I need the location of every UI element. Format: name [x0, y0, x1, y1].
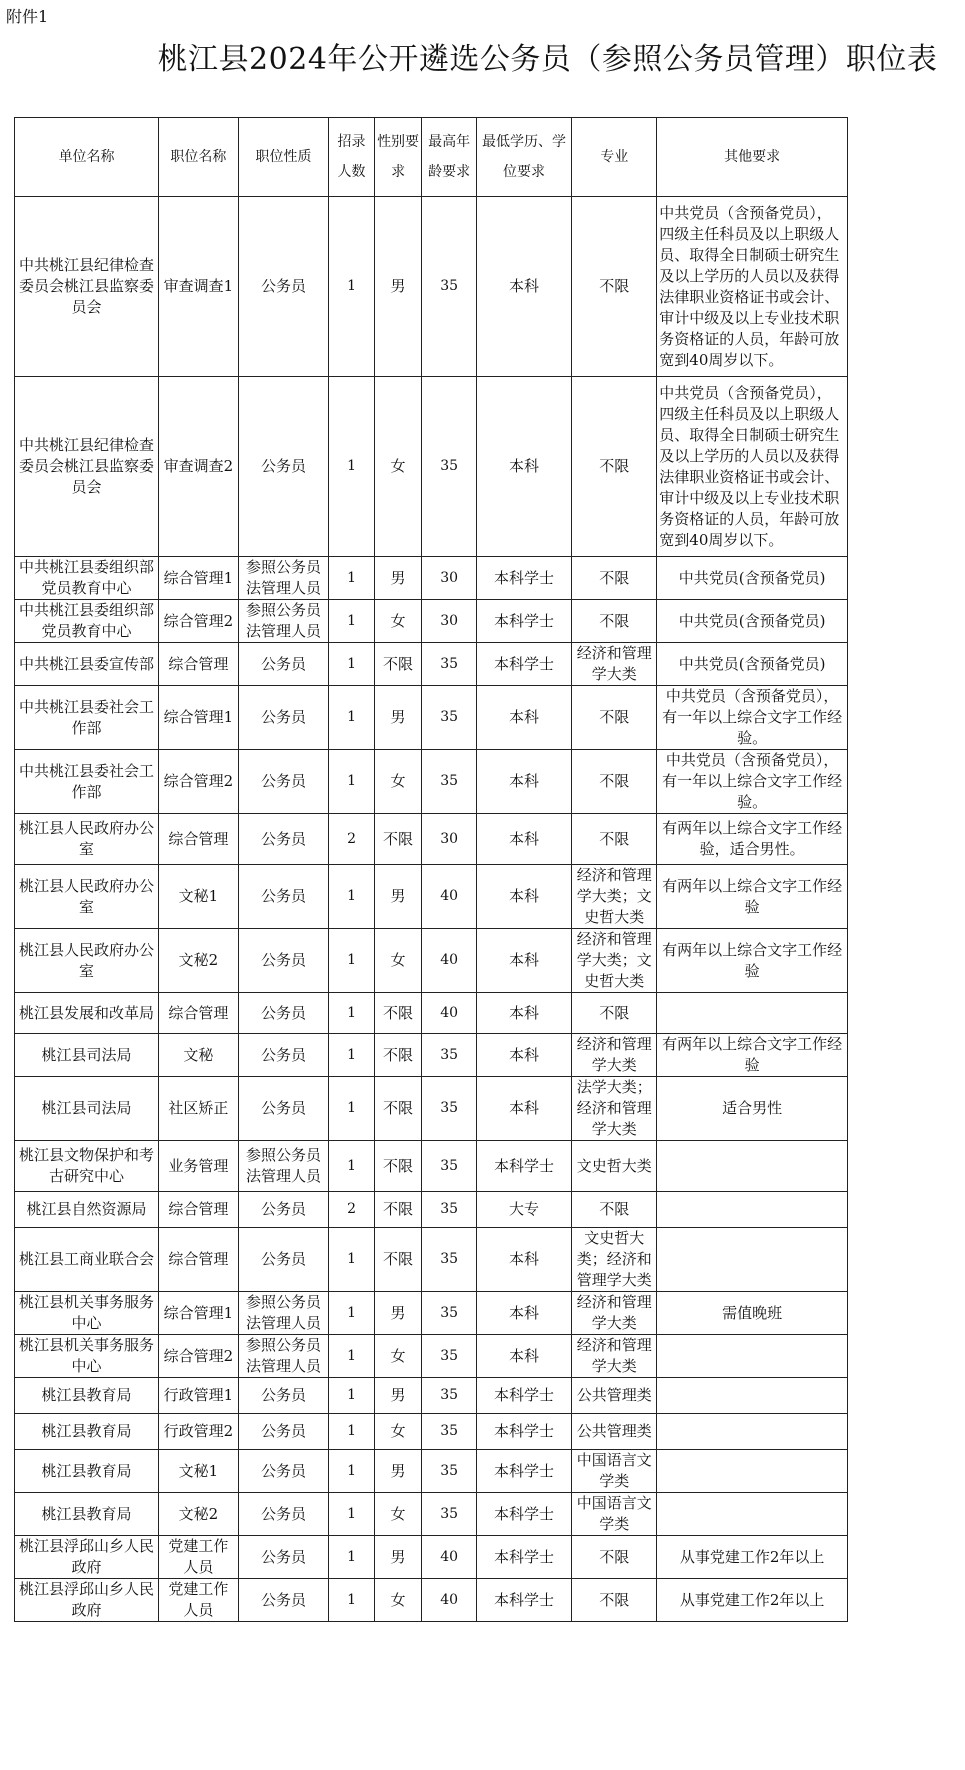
- table-row: [15, 1378, 848, 1414]
- cell-age: 35: [422, 1034, 476, 1077]
- cell-nature: 公务员: [238, 750, 329, 814]
- cell-count: 2: [329, 1192, 374, 1228]
- table-row: [15, 1192, 848, 1228]
- cell-position: 综合管理: [159, 1228, 238, 1292]
- cell-edu: 本科学士: [476, 1141, 571, 1192]
- cell-gender: 男: [374, 1292, 422, 1335]
- table-row: [15, 1077, 848, 1141]
- positions-table: [14, 117, 848, 1622]
- cell-other: 从事党建工作2年以上: [657, 1536, 848, 1579]
- cell-major: 中国语言文学类: [572, 1450, 657, 1493]
- cell-edu: 本科: [476, 865, 571, 929]
- cell-age: 35: [422, 1192, 476, 1228]
- cell-edu: 本科学士: [476, 1378, 571, 1414]
- header-count: 招录人数: [329, 118, 374, 197]
- header-nature: 职位性质: [238, 118, 329, 197]
- cell-edu: 本科: [476, 377, 571, 557]
- table-row: [15, 1579, 848, 1622]
- cell-age: 30: [422, 814, 476, 865]
- cell-other: 中共党员(含预备党员): [657, 643, 848, 686]
- cell-other: [657, 1450, 848, 1493]
- cell-nature: 公务员: [238, 686, 329, 750]
- cell-other: 适合男性: [657, 1077, 848, 1141]
- cell-nature: 公务员: [238, 929, 329, 993]
- cell-unit: 桃江县教育局: [15, 1450, 159, 1493]
- cell-position: 综合管理: [159, 643, 238, 686]
- cell-other: 有两年以上综合文字工作经验，适合男性。: [657, 814, 848, 865]
- cell-nature: 公务员: [238, 197, 329, 377]
- cell-major: 经济和管理学大类；文史哲大类: [572, 929, 657, 993]
- cell-other: 中共党员（含预备党员），有一年以上综合文字工作经验。: [657, 750, 848, 814]
- cell-count: 1: [329, 1378, 374, 1414]
- cell-count: 1: [329, 1228, 374, 1292]
- cell-position: 行政管理2: [159, 1414, 238, 1450]
- cell-gender: 男: [374, 1536, 422, 1579]
- cell-major: 文史哲大类；经济和管理学大类: [572, 1228, 657, 1292]
- table-row: [15, 1141, 848, 1192]
- cell-edu: 本科学士: [476, 600, 571, 643]
- cell-gender: 男: [374, 1378, 422, 1414]
- cell-other: [657, 1335, 848, 1378]
- cell-nature: 公务员: [238, 865, 329, 929]
- cell-count: 1: [329, 1493, 374, 1536]
- cell-position: 文秘2: [159, 1493, 238, 1536]
- cell-age: 35: [422, 750, 476, 814]
- cell-major: 不限: [572, 814, 657, 865]
- cell-edu: 本科: [476, 1292, 571, 1335]
- cell-unit: 桃江县浮邱山乡人民政府: [15, 1579, 159, 1622]
- cell-count: 1: [329, 1536, 374, 1579]
- cell-major: 不限: [572, 1192, 657, 1228]
- cell-age: 35: [422, 643, 476, 686]
- cell-other: [657, 993, 848, 1034]
- table-row: [15, 686, 848, 750]
- cell-age: 35: [422, 377, 476, 557]
- header-age: 最高年龄要求: [422, 118, 476, 197]
- cell-count: 1: [329, 1414, 374, 1450]
- cell-edu: 本科学士: [476, 1450, 571, 1493]
- cell-edu: 本科学士: [476, 1536, 571, 1579]
- table-row: [15, 643, 848, 686]
- cell-age: 35: [422, 1414, 476, 1450]
- cell-position: 党建工作人员: [159, 1579, 238, 1622]
- cell-edu: 本科: [476, 1335, 571, 1378]
- cell-unit: 桃江县机关事务服务中心: [15, 1335, 159, 1378]
- cell-unit: 桃江县机关事务服务中心: [15, 1292, 159, 1335]
- cell-edu: 本科: [476, 686, 571, 750]
- cell-position: 综合管理1: [159, 1292, 238, 1335]
- cell-gender: 女: [374, 1414, 422, 1450]
- header-major: 专业: [572, 118, 657, 197]
- cell-nature: 公务员: [238, 643, 329, 686]
- table-row: [15, 1228, 848, 1292]
- cell-edu: 大专: [476, 1192, 571, 1228]
- table-row: [15, 750, 848, 814]
- cell-nature: 公务员: [238, 377, 329, 557]
- cell-edu: 本科: [476, 197, 571, 377]
- cell-gender: 女: [374, 377, 422, 557]
- cell-nature: 公务员: [238, 1192, 329, 1228]
- cell-gender: 男: [374, 1450, 422, 1493]
- cell-count: 1: [329, 993, 374, 1034]
- cell-position: 综合管理: [159, 993, 238, 1034]
- cell-count: 1: [329, 1141, 374, 1192]
- cell-unit: 桃江县教育局: [15, 1493, 159, 1536]
- cell-unit: 桃江县司法局: [15, 1077, 159, 1141]
- cell-nature: 公务员: [238, 1579, 329, 1622]
- cell-count: 1: [329, 1579, 374, 1622]
- cell-position: 综合管理2: [159, 750, 238, 814]
- cell-major: 不限: [572, 197, 657, 377]
- header-unit: 单位名称: [15, 118, 159, 197]
- page-title: 桃江县2024年公开遴选公务员（参照公务员管理）职位表: [157, 42, 938, 77]
- cell-position: 行政管理1: [159, 1378, 238, 1414]
- cell-position: 业务管理: [159, 1141, 238, 1192]
- cell-position: 综合管理2: [159, 1335, 238, 1378]
- cell-position: 文秘1: [159, 865, 238, 929]
- cell-major: 经济和管理学大类: [572, 643, 657, 686]
- cell-major: 不限: [572, 1579, 657, 1622]
- cell-nature: 公务员: [238, 1414, 329, 1450]
- cell-other: [657, 1378, 848, 1414]
- cell-position: 党建工作人员: [159, 1536, 238, 1579]
- cell-unit: 桃江县人民政府办公室: [15, 865, 159, 929]
- cell-gender: 女: [374, 600, 422, 643]
- table-row: [15, 1414, 848, 1450]
- cell-age: 35: [422, 1493, 476, 1536]
- cell-gender: 女: [374, 750, 422, 814]
- table-row: [15, 1292, 848, 1335]
- cell-major: 文史哲大类: [572, 1141, 657, 1192]
- cell-gender: 不限: [374, 1141, 422, 1192]
- cell-count: 1: [329, 643, 374, 686]
- cell-gender: 女: [374, 1579, 422, 1622]
- cell-unit: 中共桃江县委社会工作部: [15, 686, 159, 750]
- cell-major: 不限: [572, 750, 657, 814]
- cell-age: 35: [422, 1292, 476, 1335]
- cell-major: 经济和管理学大类: [572, 1034, 657, 1077]
- cell-count: 1: [329, 377, 374, 557]
- cell-other: 中共党员(含预备党员): [657, 600, 848, 643]
- cell-edu: 本科学士: [476, 1579, 571, 1622]
- cell-count: 1: [329, 686, 374, 750]
- cell-nature: 公务员: [238, 1536, 329, 1579]
- cell-age: 35: [422, 1141, 476, 1192]
- cell-other: 有两年以上综合文字工作经验: [657, 929, 848, 993]
- cell-unit: 桃江县教育局: [15, 1378, 159, 1414]
- cell-nature: 公务员: [238, 1493, 329, 1536]
- cell-unit: 桃江县司法局: [15, 1034, 159, 1077]
- cell-other: 中共党员（含预备党员），有一年以上综合文字工作经验。: [657, 686, 848, 750]
- table-row: [15, 1536, 848, 1579]
- cell-count: 1: [329, 1335, 374, 1378]
- cell-nature: 参照公务员法管理人员: [238, 1335, 329, 1378]
- cell-other: [657, 1493, 848, 1536]
- cell-nature: 参照公务员法管理人员: [238, 1292, 329, 1335]
- cell-count: 1: [329, 557, 374, 600]
- cell-unit: 桃江县教育局: [15, 1414, 159, 1450]
- cell-age: 40: [422, 1536, 476, 1579]
- cell-nature: 公务员: [238, 1077, 329, 1141]
- table-row: [15, 557, 848, 600]
- cell-age: 35: [422, 1228, 476, 1292]
- cell-edu: 本科: [476, 814, 571, 865]
- table-row: [15, 865, 848, 929]
- header-other: 其他要求: [657, 118, 848, 197]
- cell-unit: 中共桃江县委组织部党员教育中心: [15, 557, 159, 600]
- cell-edu: 本科: [476, 993, 571, 1034]
- cell-unit: 桃江县文物保护和考古研究中心: [15, 1141, 159, 1192]
- cell-age: 40: [422, 865, 476, 929]
- cell-age: 40: [422, 993, 476, 1034]
- header-edu: 最低学历、学位要求: [476, 118, 571, 197]
- cell-unit: 中共桃江县委组织部党员教育中心: [15, 600, 159, 643]
- cell-unit: 桃江县人民政府办公室: [15, 929, 159, 993]
- cell-position: 文秘2: [159, 929, 238, 993]
- cell-nature: 公务员: [238, 1450, 329, 1493]
- cell-nature: 公务员: [238, 814, 329, 865]
- cell-major: 法学大类；经济和管理学大类: [572, 1077, 657, 1141]
- cell-major: 不限: [572, 993, 657, 1034]
- cell-edu: 本科: [476, 1077, 571, 1141]
- table-row: [15, 1493, 848, 1536]
- cell-gender: 不限: [374, 643, 422, 686]
- cell-unit: 桃江县人民政府办公室: [15, 814, 159, 865]
- attachment-label: 附件1: [6, 7, 49, 26]
- cell-other: 从事党建工作2年以上: [657, 1579, 848, 1622]
- cell-major: 不限: [572, 1536, 657, 1579]
- cell-unit: 中共桃江县委社会工作部: [15, 750, 159, 814]
- cell-position: 综合管理: [159, 814, 238, 865]
- cell-gender: 不限: [374, 1034, 422, 1077]
- cell-major: 中国语言文学类: [572, 1493, 657, 1536]
- cell-gender: 不限: [374, 814, 422, 865]
- table-row: [15, 1034, 848, 1077]
- cell-unit: 桃江县浮邱山乡人民政府: [15, 1536, 159, 1579]
- cell-age: 40: [422, 929, 476, 993]
- cell-count: 1: [329, 600, 374, 643]
- cell-major: 公共管理类: [572, 1378, 657, 1414]
- cell-edu: 本科学士: [476, 557, 571, 600]
- cell-gender: 不限: [374, 1228, 422, 1292]
- cell-other: [657, 1192, 848, 1228]
- table-row: [15, 993, 848, 1034]
- cell-other: 有两年以上综合文字工作经验: [657, 865, 848, 929]
- header-row: [15, 118, 848, 197]
- cell-count: 1: [329, 1077, 374, 1141]
- cell-edu: 本科: [476, 929, 571, 993]
- cell-gender: 不限: [374, 1077, 422, 1141]
- cell-major: 经济和管理学大类；文史哲大类: [572, 865, 657, 929]
- cell-major: 不限: [572, 557, 657, 600]
- cell-major: 不限: [572, 686, 657, 750]
- cell-gender: 男: [374, 557, 422, 600]
- table-row: [15, 197, 848, 377]
- cell-major: 不限: [572, 600, 657, 643]
- cell-age: 35: [422, 1077, 476, 1141]
- cell-age: 30: [422, 557, 476, 600]
- cell-age: 35: [422, 197, 476, 377]
- cell-position: 文秘: [159, 1034, 238, 1077]
- cell-gender: 女: [374, 1493, 422, 1536]
- cell-nature: 公务员: [238, 1378, 329, 1414]
- cell-position: 审查调查2: [159, 377, 238, 557]
- cell-unit: 桃江县自然资源局: [15, 1192, 159, 1228]
- cell-count: 1: [329, 929, 374, 993]
- cell-edu: 本科: [476, 1228, 571, 1292]
- cell-other: 有两年以上综合文字工作经验: [657, 1034, 848, 1077]
- cell-other: 中共党员（含预备党员），四级主任科员及以上职级人员、取得全日制硕士研究生及以上学历的人员以及获得法律职业资格证书或会计、审计中级及以上专业技术职务资格证的人员，年龄可放宽到40周岁以下。: [657, 197, 848, 377]
- cell-edu: 本科: [476, 750, 571, 814]
- cell-count: 2: [329, 814, 374, 865]
- cell-unit: 中共桃江县委宣传部: [15, 643, 159, 686]
- cell-unit: 中共桃江县纪律检查委员会桃江县监察委员会: [15, 197, 159, 377]
- cell-position: 社区矫正: [159, 1077, 238, 1141]
- cell-nature: 参照公务员法管理人员: [238, 557, 329, 600]
- cell-age: 30: [422, 600, 476, 643]
- cell-position: 文秘1: [159, 1450, 238, 1493]
- table-row: [15, 600, 848, 643]
- cell-count: 1: [329, 1292, 374, 1335]
- cell-edu: 本科学士: [476, 1493, 571, 1536]
- cell-gender: 女: [374, 1335, 422, 1378]
- header-position: 职位名称: [159, 118, 238, 197]
- cell-gender: 男: [374, 686, 422, 750]
- cell-unit: 中共桃江县纪律检查委员会桃江县监察委员会: [15, 377, 159, 557]
- cell-other: 中共党员（含预备党员），四级主任科员及以上职级人员、取得全日制硕士研究生及以上学历的人员以及获得法律职业资格证书或会计、审计中级及以上专业技术职务资格证的人员，年龄可放宽到40周岁以下。: [657, 377, 848, 557]
- table-row: [15, 929, 848, 993]
- cell-position: 综合管理1: [159, 686, 238, 750]
- header-gender: 性别要求: [374, 118, 422, 197]
- cell-nature: 公务员: [238, 1228, 329, 1292]
- cell-other: [657, 1141, 848, 1192]
- cell-position: 综合管理2: [159, 600, 238, 643]
- cell-position: 综合管理1: [159, 557, 238, 600]
- cell-age: 35: [422, 686, 476, 750]
- cell-other: 中共党员(含预备党员): [657, 557, 848, 600]
- cell-gender: 女: [374, 929, 422, 993]
- cell-count: 1: [329, 750, 374, 814]
- cell-count: 1: [329, 197, 374, 377]
- cell-age: 35: [422, 1335, 476, 1378]
- cell-position: 审查调查1: [159, 197, 238, 377]
- cell-gender: 男: [374, 197, 422, 377]
- cell-major: 经济和管理学大类: [572, 1292, 657, 1335]
- cell-major: 经济和管理学大类: [572, 1335, 657, 1378]
- cell-major: 不限: [572, 377, 657, 557]
- cell-count: 1: [329, 865, 374, 929]
- cell-count: 1: [329, 1450, 374, 1493]
- cell-gender: 不限: [374, 1192, 422, 1228]
- cell-position: 综合管理: [159, 1192, 238, 1228]
- cell-edu: 本科学士: [476, 643, 571, 686]
- cell-age: 35: [422, 1450, 476, 1493]
- table-row: [15, 1335, 848, 1378]
- cell-unit: 桃江县工商业联合会: [15, 1228, 159, 1292]
- cell-age: 40: [422, 1579, 476, 1622]
- cell-gender: 男: [374, 865, 422, 929]
- cell-nature: 公务员: [238, 1034, 329, 1077]
- table-row: [15, 1450, 848, 1493]
- cell-nature: 参照公务员法管理人员: [238, 1141, 329, 1192]
- cell-gender: 不限: [374, 993, 422, 1034]
- cell-edu: 本科: [476, 1034, 571, 1077]
- table-row: [15, 814, 848, 865]
- cell-other: [657, 1414, 848, 1450]
- cell-edu: 本科学士: [476, 1414, 571, 1450]
- cell-unit: 桃江县发展和改革局: [15, 993, 159, 1034]
- table-row: [15, 377, 848, 557]
- cell-count: 1: [329, 1034, 374, 1077]
- cell-nature: 参照公务员法管理人员: [238, 600, 329, 643]
- cell-age: 35: [422, 1378, 476, 1414]
- cell-other: 需值晚班: [657, 1292, 848, 1335]
- cell-major: 公共管理类: [572, 1414, 657, 1450]
- cell-other: [657, 1228, 848, 1292]
- cell-nature: 公务员: [238, 993, 329, 1034]
